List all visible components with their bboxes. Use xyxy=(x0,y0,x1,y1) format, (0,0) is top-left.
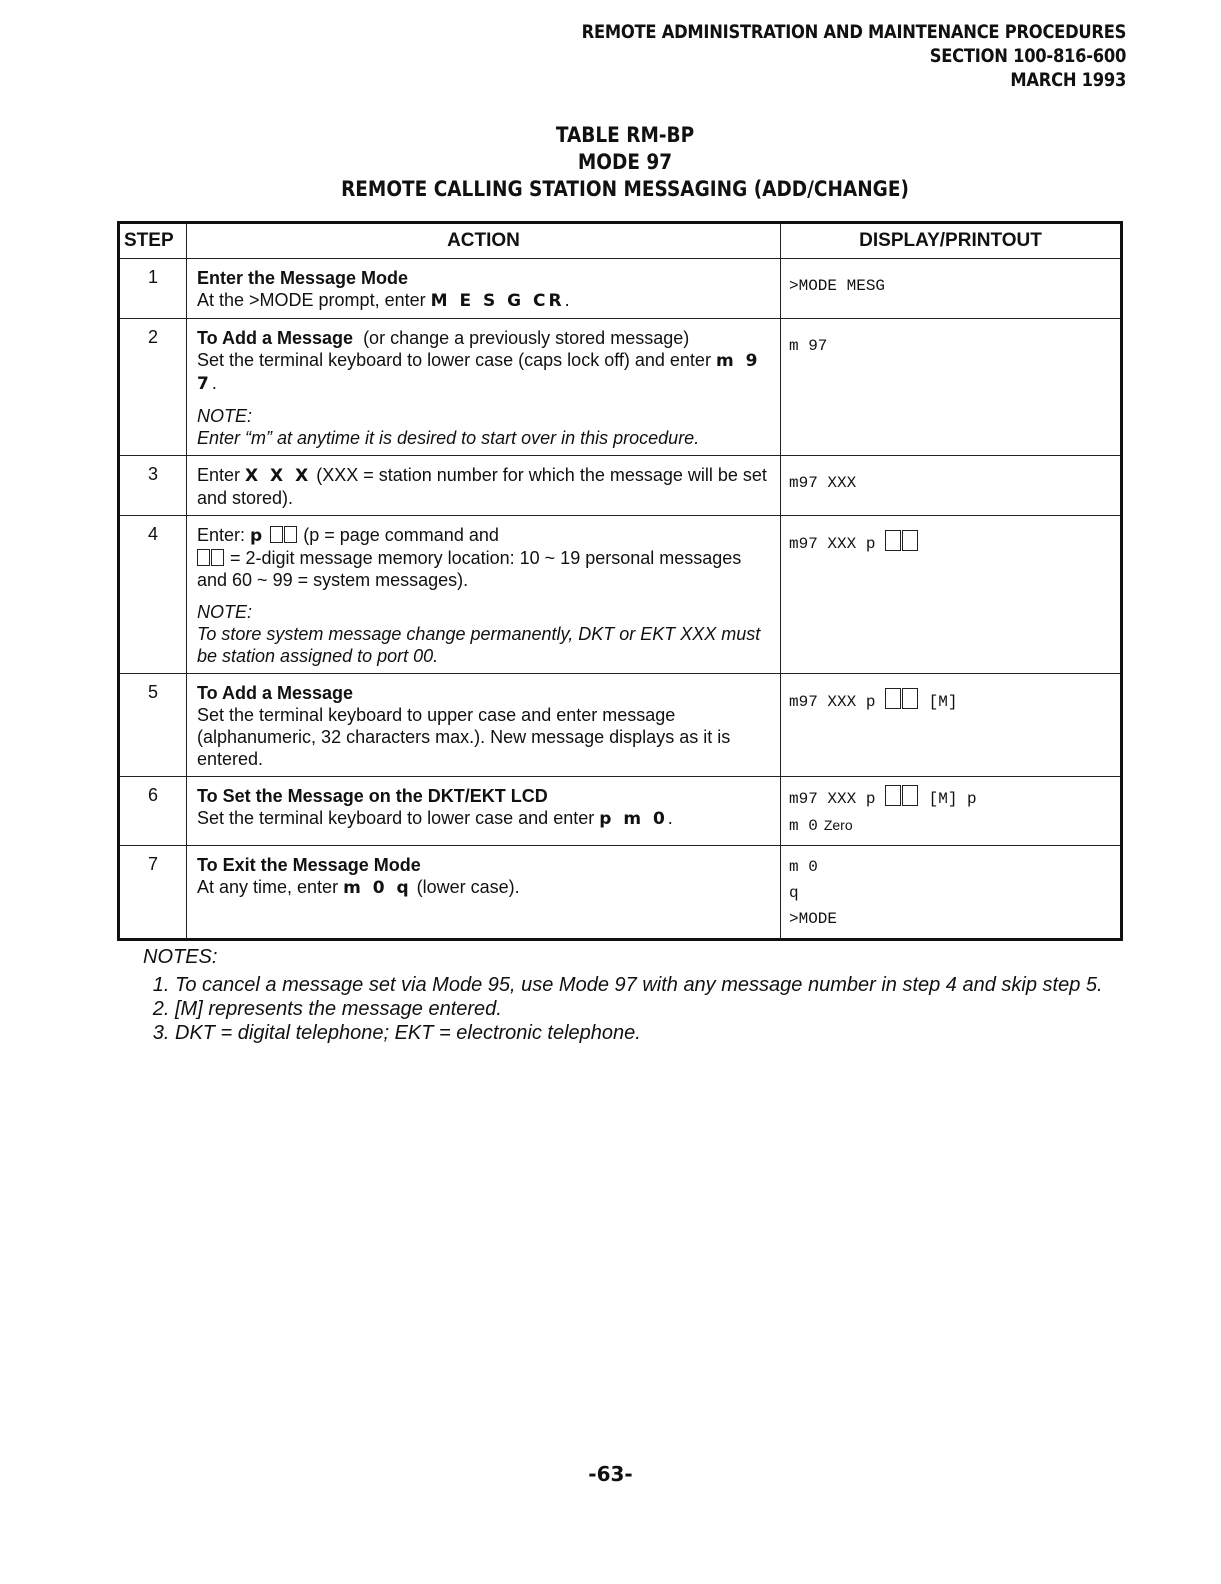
key-sequence: m 9 7 xyxy=(197,351,761,394)
key-sequence: M E S G CR xyxy=(430,291,565,311)
action-cell xyxy=(187,259,781,319)
digit-box-icon xyxy=(885,688,901,709)
list-item: 3. DKT = digital telephone; EKT = electronic telephone. xyxy=(175,1021,1105,1045)
display-line: m 0 xyxy=(789,858,818,876)
action-text-part: At any time, enter xyxy=(197,877,344,897)
step-number: 5 xyxy=(119,674,187,777)
action-heading: Enter the Message Mode xyxy=(197,268,409,288)
digit-box-icon xyxy=(284,526,297,543)
display-cell xyxy=(781,516,1122,674)
action-heading: To Add a Message xyxy=(197,328,354,348)
title-line-2: MODE 97 xyxy=(577,150,673,174)
table-row xyxy=(119,674,1122,777)
action-text-part: At the >MODE prompt, enter xyxy=(197,290,431,310)
action-text xyxy=(197,464,770,509)
action-text-part: . xyxy=(667,808,673,828)
note-text: To store system message change permanently, DKT or EKT XXX must be station assigned to port 00. xyxy=(197,624,761,666)
step-number: 7 xyxy=(119,846,187,940)
column-header-action: ACTION xyxy=(187,223,781,259)
action-text-part: (XXX = station number for which the message will be set and stored). xyxy=(197,465,767,508)
key-sequence: X X X xyxy=(245,466,312,486)
action-text-part: (p = page command and xyxy=(303,525,499,545)
table-row xyxy=(119,777,1122,846)
display-text: m97 XXX p xyxy=(789,693,876,711)
action-cell xyxy=(187,777,781,846)
title-line-1: TABLE RM-BP xyxy=(555,123,695,147)
action-cell xyxy=(187,516,781,674)
action-cell xyxy=(187,319,781,456)
document-header xyxy=(581,20,1126,92)
display-cell xyxy=(781,259,1122,319)
display-line: m97 XXX xyxy=(789,474,857,492)
action-heading: To Exit the Message Mode xyxy=(197,855,421,875)
display-line: m 97 xyxy=(789,337,828,355)
table-title xyxy=(75,122,1175,203)
step-number: 4 xyxy=(119,516,187,674)
zero-annotation: Zero xyxy=(823,817,853,833)
table-row xyxy=(119,319,1122,456)
display-line xyxy=(789,530,1112,557)
action-text xyxy=(197,524,770,591)
display-cell xyxy=(781,674,1122,777)
header-line-1: REMOTE ADMINISTRATION AND MAINTENANCE PROCEDURES xyxy=(581,21,1126,43)
list-item: 2. [M] represents the message entered. xyxy=(175,997,1105,1021)
display-text: m97 XXX p xyxy=(789,535,876,553)
page-number: -63- xyxy=(588,1462,633,1486)
action-text-part: . xyxy=(564,290,570,310)
action-text-part: Set the terminal keyboard to lower case and enter xyxy=(197,808,600,828)
display-line: q xyxy=(789,884,799,902)
action-text: Set the terminal keyboard to upper case and enter message (alphanumeric, 32 characters max.). New message displays as it is entered. xyxy=(197,705,731,769)
action-cell xyxy=(187,456,781,516)
digit-box-icon xyxy=(270,526,283,543)
display-line xyxy=(789,785,1112,812)
action-cell xyxy=(187,846,781,940)
display-line: >MODE MESG xyxy=(789,277,886,295)
display-line xyxy=(789,812,1112,839)
table-row xyxy=(119,456,1122,516)
action-text-part: Enter: xyxy=(197,525,251,545)
column-header-display: DISPLAY/PRINTOUT xyxy=(781,223,1122,259)
note-label: NOTE: xyxy=(197,602,253,622)
display-line: >MODE xyxy=(789,910,838,928)
action-heading: To Set the Message on the DKT/EKT LCD xyxy=(197,786,548,806)
notes-section xyxy=(145,945,1105,1045)
note-text: Enter “m” at anytime it is desired to start over in this procedure. xyxy=(197,428,700,448)
action-heading-suffix: (or change a previously stored message) xyxy=(363,328,690,348)
column-header-step: STEP xyxy=(119,223,187,259)
action-heading-line xyxy=(197,327,770,349)
notes-heading: NOTES: xyxy=(143,946,218,968)
display-line xyxy=(789,688,1112,715)
action-text xyxy=(197,289,770,312)
digit-box-icon xyxy=(885,785,901,806)
table-row xyxy=(119,516,1122,674)
key-sequence: m 0 q xyxy=(343,878,412,898)
display-text: m97 XXX p xyxy=(789,790,876,808)
display-text: m 0 xyxy=(789,817,818,835)
action-text xyxy=(197,876,770,899)
key-sequence: p m 0 xyxy=(599,809,668,829)
step-number: 6 xyxy=(119,777,187,846)
display-text: [M] p xyxy=(928,790,977,808)
action-cell xyxy=(187,674,781,777)
display-cell xyxy=(781,777,1122,846)
action-text xyxy=(197,807,770,830)
digit-box-icon xyxy=(902,785,918,806)
header-line-3: MARCH 1993 xyxy=(1010,69,1126,91)
action-heading: To Add a Message xyxy=(197,683,354,703)
key-sequence: p xyxy=(250,526,266,546)
table-header-row xyxy=(119,223,1122,259)
action-text-part: (lower case). xyxy=(411,877,520,897)
display-cell xyxy=(781,319,1122,456)
step-number: 1 xyxy=(119,259,187,319)
action-text-part: Enter xyxy=(197,465,246,485)
display-cell xyxy=(781,846,1122,940)
procedure-table xyxy=(117,221,1123,941)
title-line-3: REMOTE CALLING STATION MESSAGING (ADD/CHANGE) xyxy=(341,177,909,201)
display-cell xyxy=(781,456,1122,516)
action-text-part: = 2-digit message memory location: 10 ~ 19 personal messages and 60 ~ 99 = system messages). xyxy=(197,548,742,590)
digit-box-icon xyxy=(902,530,918,551)
step-number: 2 xyxy=(119,319,187,456)
digit-box-icon xyxy=(211,549,224,566)
action-text-part: Set the terminal keyboard to lower case (caps lock off) and enter xyxy=(197,350,716,370)
display-text: [M] xyxy=(928,693,958,711)
action-text xyxy=(197,349,770,395)
digit-box-icon xyxy=(902,688,918,709)
step-number: 3 xyxy=(119,456,187,516)
note-label: NOTE: xyxy=(197,406,253,426)
notes-list xyxy=(145,973,1105,1045)
list-item: 1. To cancel a message set via Mode 95, use Mode 97 with any message number in step 4 and skip step 5. xyxy=(175,973,1105,997)
table-row xyxy=(119,259,1122,319)
header-line-2: SECTION 100-816-600 xyxy=(929,45,1126,67)
digit-box-icon xyxy=(197,549,210,566)
table-row xyxy=(119,846,1122,940)
digit-box-icon xyxy=(885,530,901,551)
action-text-part: . xyxy=(211,373,217,393)
